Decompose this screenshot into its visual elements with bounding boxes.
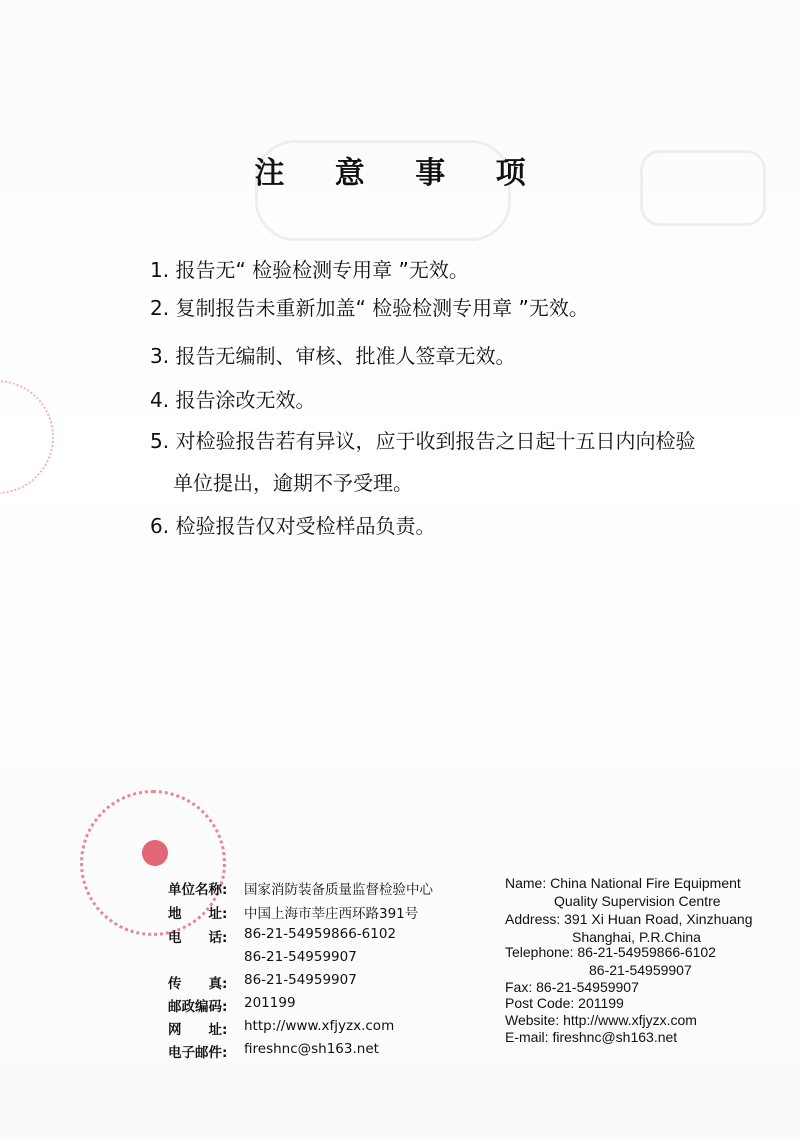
page-title: 注 意 事 项 <box>254 156 546 191</box>
cn-postcode-label: 邮政编码: <box>168 999 228 1015</box>
cn-address-label: 地 址: <box>168 906 228 922</box>
cn-phone-value-1: 86-21-54959866-6102 <box>244 926 397 942</box>
cn-website-value: http://www.xfjyzx.com <box>244 1018 395 1034</box>
cn-fax-value: 86-21-54959907 <box>244 972 357 988</box>
cn-name-value: 国家消防装备质量监督检验中心 <box>244 882 433 898</box>
en-fax-line: Fax: 86-21-54959907 <box>505 979 639 995</box>
cn-address-value: 中国上海市莘庄西环路391号 <box>244 906 419 922</box>
en-address-line-1: Address: 391 Xi Huan Road, Xinzhuang <box>505 911 753 927</box>
en-name-line-2: Quality Supervision Centre <box>554 893 721 909</box>
cn-email-label: 电子邮件: <box>168 1045 228 1061</box>
red-seal-center <box>142 840 168 866</box>
notice-item-4: 4. 报告涂改无效。 <box>150 388 316 412</box>
notice-item-3: 3. 报告无编制、审核、批准人签章无效。 <box>150 344 516 368</box>
en-address-line-2: Shanghai, P.R.China <box>572 929 701 945</box>
cn-website-label: 网 址: <box>168 1022 228 1038</box>
cn-name-label: 单位名称: <box>168 882 228 898</box>
en-phone-line-2: 86-21-54959907 <box>589 962 692 978</box>
en-phone-line-1: Telephone: 86-21-54959866-6102 <box>505 944 716 960</box>
en-email-line: E-mail: fireshnc@sh163.net <box>505 1029 678 1045</box>
red-seal-partial-left <box>0 380 54 494</box>
cn-fax-label: 传 真: <box>168 976 228 992</box>
en-postcode-line: Post Code: 201199 <box>505 995 624 1011</box>
notice-item-1: 1. 报告无“ 检验检测专用章 ”无效。 <box>150 258 469 282</box>
en-name-line-1: Name: China National Fire Equipment <box>505 875 741 891</box>
en-website-line: Website: http://www.xfjyzx.com <box>505 1012 697 1028</box>
notice-item-6: 6. 检验报告仅对受检样品负责。 <box>150 514 436 538</box>
notice-item-2: 2. 复制报告未重新加盖“ 检验检测专用章 ”无效。 <box>150 296 589 320</box>
notice-item-5: 5. 对检验报告若有异议，应于收到报告之日起十五日内向检验 <box>150 429 696 453</box>
cn-email-value: fireshnc@sh163.net <box>244 1041 379 1057</box>
cn-phone-value-2: 86-21-54959907 <box>244 949 357 965</box>
notice-item-5-continued: 单位提出，逾期不予受理。 <box>173 471 413 495</box>
cn-phone-label: 电 话: <box>168 930 228 946</box>
cn-postcode-value: 201199 <box>244 995 296 1011</box>
